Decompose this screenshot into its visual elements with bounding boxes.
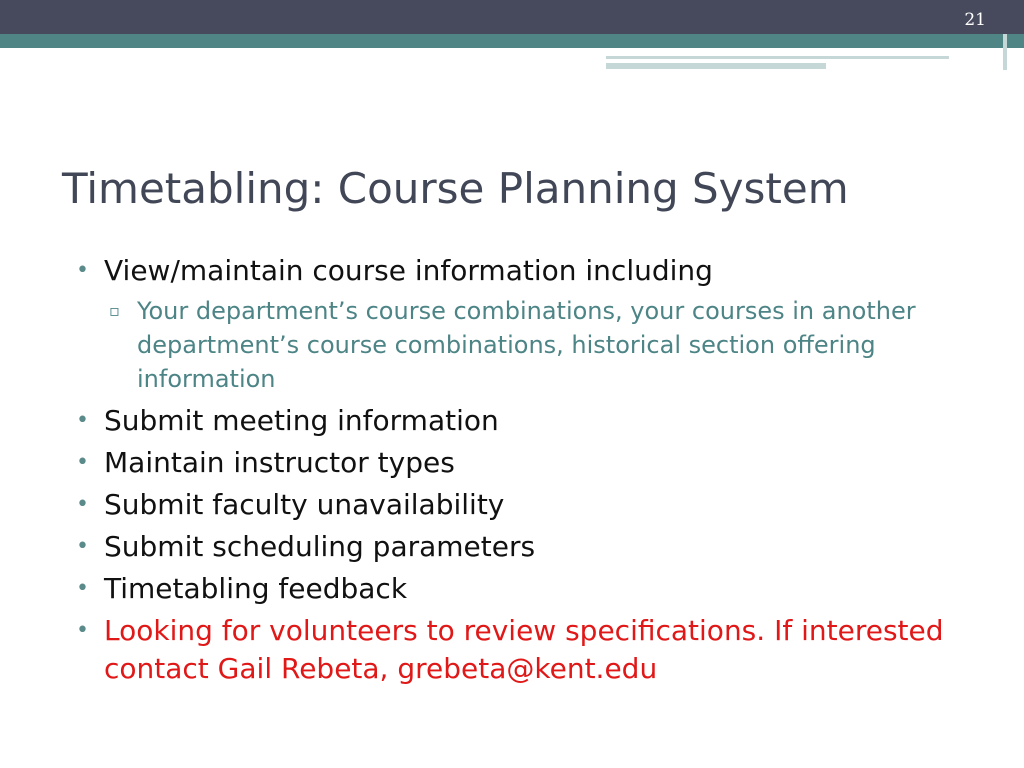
bullet-text: Maintain instructor types — [104, 446, 455, 479]
header-accent-band — [0, 34, 1024, 48]
bullet-text: Timetabling feedback — [104, 572, 408, 605]
bullet-list — [76, 252, 976, 692]
sub-bullet-text: Your department’s course combinations, your courses in another department’s course combinations, historical section offering information — [137, 297, 916, 393]
bullet-text: Submit meeting information — [104, 404, 499, 437]
bullet-text: Submit faculty unavailability — [104, 488, 505, 521]
slide-title: Timetabling: Course Planning System — [62, 164, 849, 213]
bullet-item — [76, 570, 976, 608]
bullet-marker-icon: • — [76, 408, 89, 433]
slide-number: 21 — [964, 10, 986, 30]
header-bar — [0, 0, 1024, 34]
bullet-item — [76, 252, 976, 290]
bullet-text: Submit scheduling parameters — [104, 530, 536, 563]
bullet-item — [76, 486, 976, 524]
decorative-line — [606, 63, 826, 69]
sub-bullet-marker-icon: ▫ — [109, 301, 120, 320]
bullet-marker-icon: • — [76, 450, 89, 475]
bullet-marker-icon: • — [76, 618, 89, 643]
decorative-line — [606, 56, 949, 59]
decorative-vertical-line — [1003, 34, 1007, 70]
bullet-item-highlight — [76, 612, 976, 688]
bullet-marker-icon: • — [76, 576, 89, 601]
bullet-text: Looking for volunteers to review specifications. If interested contact Gail Rebeta, grebeta@kent.edu — [104, 614, 944, 685]
bullet-marker-icon: • — [76, 492, 89, 517]
bullet-item — [76, 444, 976, 482]
bullet-marker-icon: • — [76, 534, 89, 559]
bullet-marker-icon: • — [76, 258, 89, 283]
bullet-item — [76, 528, 976, 566]
sub-bullet-item — [76, 294, 976, 396]
bullet-text: View/maintain course information including — [104, 254, 713, 287]
bullet-item — [76, 402, 976, 440]
